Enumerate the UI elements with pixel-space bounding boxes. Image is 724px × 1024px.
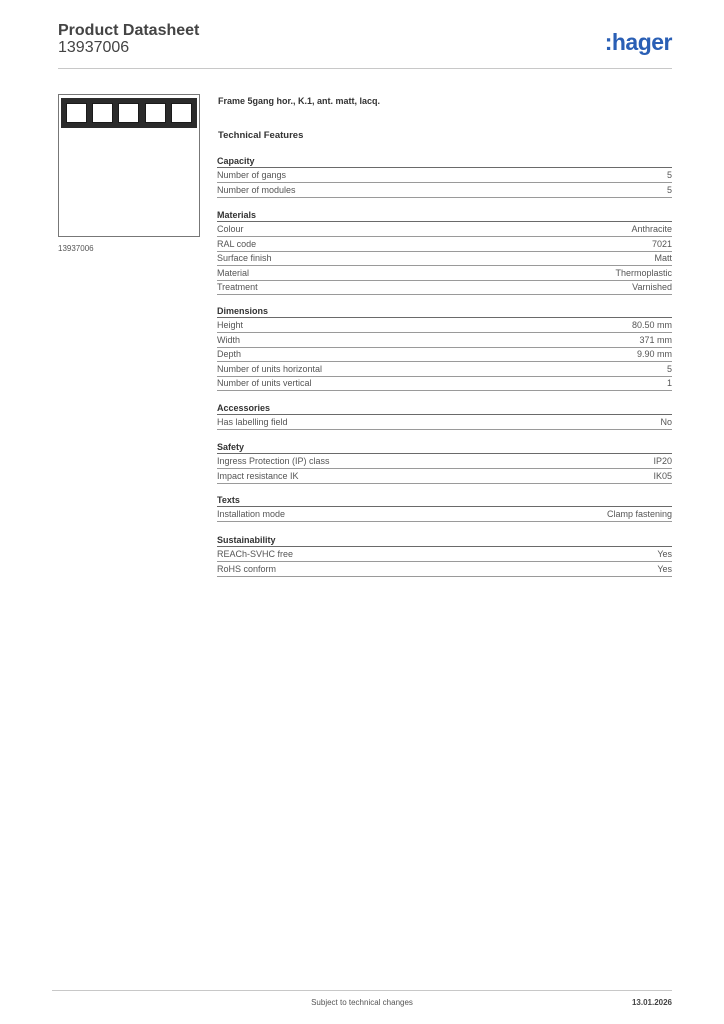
spec-row [217,251,672,266]
frame-opening [92,103,113,123]
spec-label: Impact resistance IK [217,470,299,481]
spec-row [217,507,672,522]
header-divider [58,68,672,69]
spec-label: Installation mode [217,509,286,519]
spec-label: Number of modules [217,184,296,195]
spec-label: Ingress Protection (IP) class [217,456,330,466]
image-caption: 13937006 [58,244,94,253]
spec-row [217,547,672,562]
spec-row [217,362,672,377]
section-title-safety: Safety [217,441,672,454]
frame-opening [171,103,192,123]
spec-label: Has labelling field [217,417,288,427]
footer-date: 13.01.2026 [631,998,672,1007]
spec-row [217,333,672,348]
spec-value: 5 [666,170,672,180]
spec-value: Anthracite [631,224,672,234]
spec-label: Depth [217,349,242,360]
spec-row [217,280,672,295]
spec-value: 5 [666,363,672,374]
spec-row [217,469,672,484]
spec-label: REACh-SVHC free [217,549,294,559]
spec-row [217,376,672,391]
spec-value: Thermoplastic [615,267,672,278]
spec-row [217,415,672,430]
spec-row [217,237,672,252]
spec-label: Height [217,320,244,330]
section-title-capacity: Capacity [217,155,672,168]
product-description: Frame 5gang hor., K.1, ant. matt, lacq. [218,96,381,106]
footer-note: Subject to technical changes [311,998,413,1007]
product-number: 13937006 [58,39,130,56]
section-title-accessories: Accessories [217,402,672,415]
section-title-dimensions: Dimensions [217,305,672,318]
spec-label: RAL code [217,238,257,249]
spec-value: Matt [654,253,672,264]
spec-label: Treatment [217,282,258,293]
spec-value: IK05 [653,470,672,481]
spec-value: Yes [657,563,672,574]
spec-row [217,347,672,362]
spec-row [217,318,672,333]
spec-row [217,562,672,577]
page-title: Product Datasheet [58,22,200,39]
spec-value: 80.50 mm [631,320,672,330]
spec-row [217,222,672,237]
spec-value: 9.90 mm [636,349,672,360]
frame-5gang-illustration [61,98,197,128]
spec-value: IP20 [653,456,672,466]
spec-value: Varnished [632,282,672,293]
frame-opening [145,103,166,123]
spec-row [217,266,672,281]
product-image [58,94,200,237]
footer-divider [52,990,672,991]
spec-row [217,168,672,183]
spec-label: Number of units vertical [217,378,312,389]
spec-label: Width [217,334,241,345]
spec-label: Material [217,267,250,278]
spec-value: 1 [666,378,672,389]
hager-logo: :hager [604,29,672,55]
frame-opening [66,103,87,123]
spec-value: 371 mm [639,334,672,345]
spec-value: Yes [657,549,672,559]
spec-value: Clamp fastening [606,509,672,519]
section-title-texts: Texts [217,494,672,507]
spec-label: Colour [217,224,244,234]
technical-features-title: Technical Features [218,130,304,141]
spec-label: RoHS conform [217,563,277,574]
section-title-sustainability: Sustainability [217,534,672,547]
spec-row [217,183,672,198]
spec-label: Number of units horizontal [217,363,323,374]
section-title-materials: Materials [217,209,672,222]
spec-label: Number of gangs [217,170,287,180]
spec-value: 5 [666,184,672,195]
spec-value: 7021 [651,238,672,249]
spec-row [217,454,672,469]
frame-opening [118,103,139,123]
spec-label: Surface finish [217,253,272,264]
spec-value: No [660,417,672,427]
